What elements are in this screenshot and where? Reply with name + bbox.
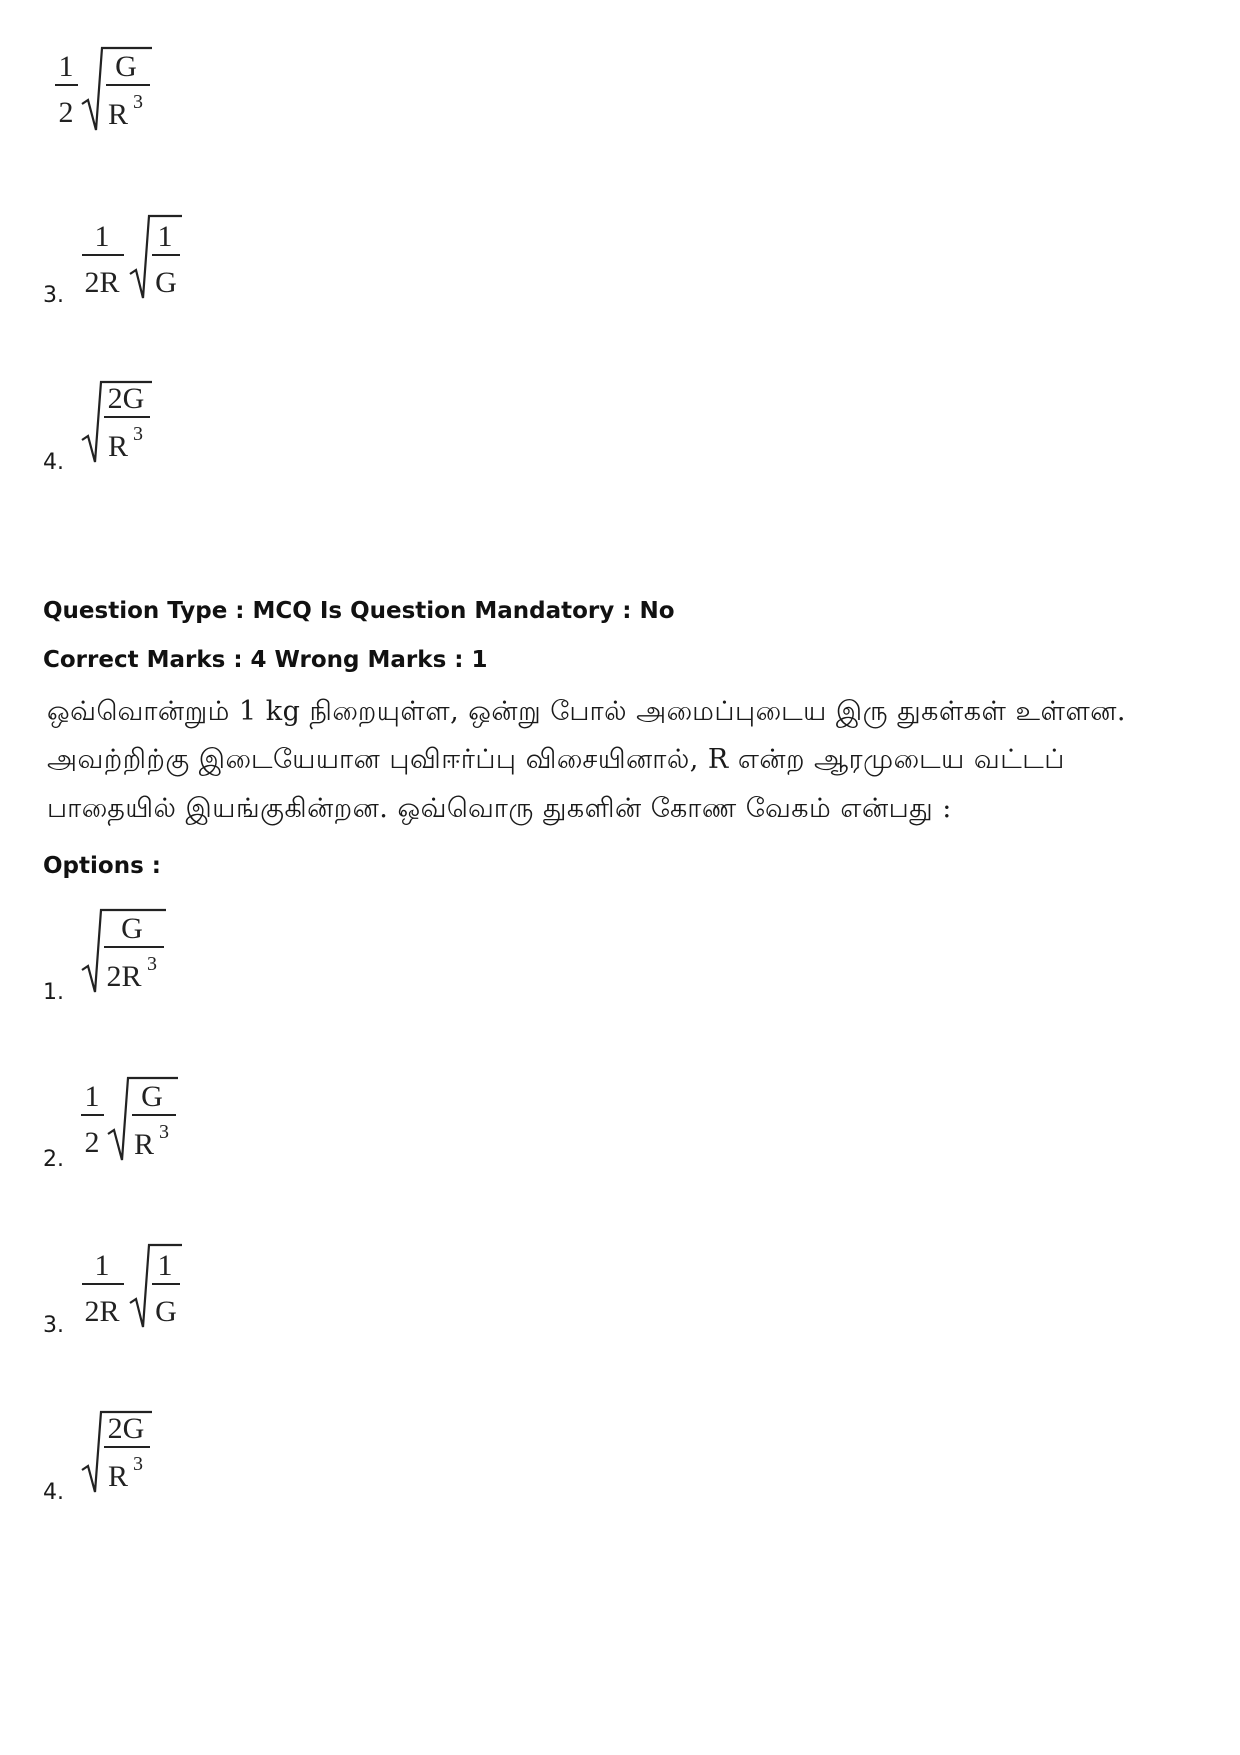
svg-text:2: 2 [84,1126,100,1159]
svg-text:3: 3 [159,1121,169,1143]
option-4-formula [80,1400,160,1504]
svg-text:R: R [133,1128,155,1161]
option-number: 1. [43,980,64,1005]
question-type-line: Question Type : MCQ Is Question Mandatory : No [43,598,675,624]
svg-text:G: G [141,1080,163,1113]
svg-text:1: 1 [58,50,74,83]
question-text-line-3: பாதையில் இயங்குகின்றன. ஒவ்வொரு துகளின் கோண வேகம் என்பது : [47,793,952,824]
carryover-option-2 [52,38,162,142]
math-formula [52,38,162,138]
math-formula [80,1237,190,1337]
carryover-option-4 [80,370,160,474]
svg-text:3: 3 [133,1453,143,1475]
option-3-formula [80,1237,190,1341]
carryover-option-3 [80,208,190,312]
question-text-line-1: ஒவ்வொன்றும் 1 kg நிறையுள்ள, ஒன்று போல் அமைப்புடைய இரு துகள்கள் உள்ளன. [47,696,1126,727]
svg-text:G: G [155,1295,177,1328]
svg-text:R: R [107,98,129,131]
svg-text:R: R [107,1460,129,1493]
option-number: 4. [43,1480,64,1505]
options-label: Options : [43,853,161,879]
svg-text:1: 1 [94,220,110,253]
option-number: 3. [43,1313,64,1338]
svg-text:2R: 2R [84,266,120,299]
svg-text:1: 1 [157,1249,173,1282]
svg-text:2R: 2R [84,1295,120,1328]
svg-text:2R: 2R [106,960,142,993]
question-text-line-2: அவற்றிற்கு இடையேயான புவிஈர்ப்பு விசையினால், R என்ற ஆரமுடைய வட்டப் [47,744,1065,775]
option-2-formula [78,1068,188,1172]
carryover-option-number: 3. [43,283,64,308]
math-formula [80,1400,160,1500]
svg-text:G: G [155,266,177,299]
svg-text:G: G [115,50,137,83]
svg-text:2G: 2G [107,1412,145,1445]
math-formula [80,208,190,308]
svg-text:3: 3 [133,91,143,113]
carryover-option-number: 4. [43,450,64,475]
svg-text:3: 3 [147,953,157,975]
option-1-formula [80,900,175,1004]
svg-text:1: 1 [94,1249,110,1282]
svg-text:3: 3 [133,423,143,445]
math-formula [78,1068,188,1168]
svg-text:2G: 2G [107,382,145,415]
math-formula [80,900,175,1000]
svg-text:R: R [107,430,129,463]
option-number: 2. [43,1147,64,1172]
math-formula [80,370,160,470]
svg-text:2: 2 [58,96,74,129]
question-marks-line: Correct Marks : 4 Wrong Marks : 1 [43,647,488,673]
svg-text:G: G [121,912,143,945]
svg-text:1: 1 [157,220,173,253]
svg-text:1: 1 [84,1080,100,1113]
